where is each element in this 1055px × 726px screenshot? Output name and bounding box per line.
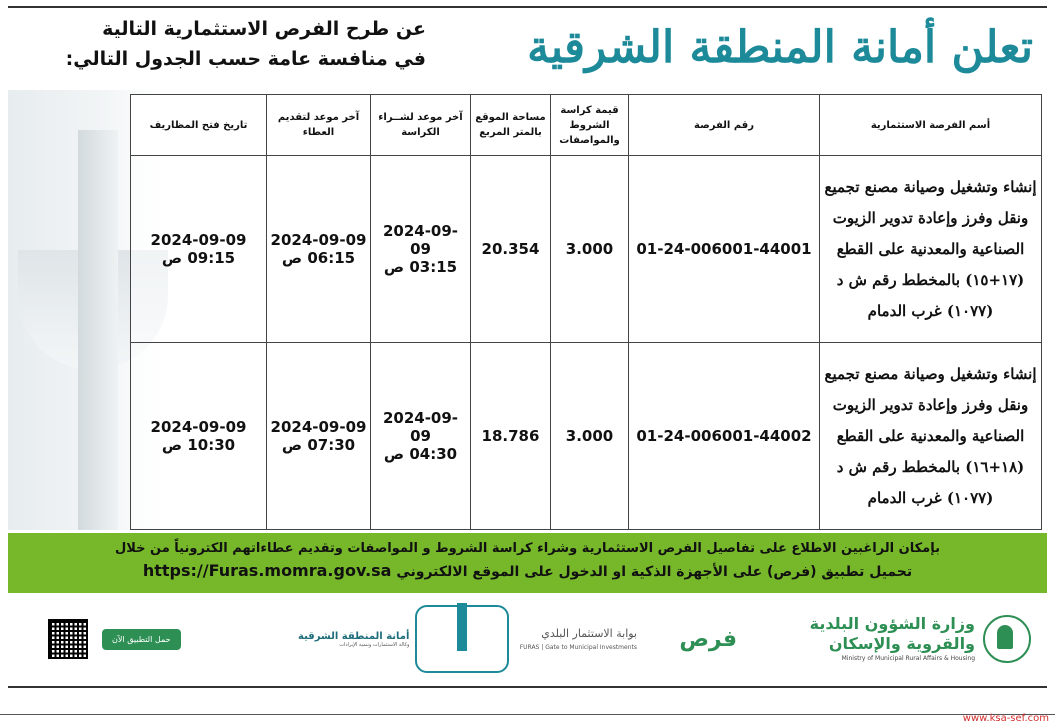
subtitle-line-1: عن طرح الفرص الاستثمارية التالية <box>102 18 426 40</box>
ministry-name-line-1: وزارة الشؤون البلدية <box>809 614 975 633</box>
banner-line-2-text: تحميل تطبيق (فرص) على الأجهزة الذكية او الدخول على الموقع الالكتروني <box>396 564 913 580</box>
date-value: 2024-09-09 <box>382 409 459 445</box>
header-number: رقم الفرصة <box>629 95 820 156</box>
eastern-name-ar: أمانة المنطقة الشرقية <box>298 630 410 642</box>
eastern-sub: وكالة الاستثمارات وتنمية الإيرادات <box>339 641 410 648</box>
time-value: 04:30 ص <box>383 445 458 463</box>
site-area: 20.354 <box>471 156 551 343</box>
app-download <box>48 596 181 682</box>
opening-date <box>131 156 267 343</box>
ministry-name-en: Ministry of Municipal Rural Affairs & Housing <box>841 655 975 662</box>
time-value: 10:30 ص <box>161 436 236 454</box>
date-value: 2024-09-09 <box>270 418 367 436</box>
furas-wordmark: فرص <box>679 626 737 652</box>
time-value: 03:15 ص <box>383 258 458 276</box>
date-value: 2024-09-09 <box>382 222 459 258</box>
page-divider <box>0 714 1055 715</box>
opening-date <box>131 343 267 530</box>
table-row <box>131 156 1042 343</box>
portal-name-ar: بوابة الاستثمار البلدي <box>541 627 637 640</box>
date-value: 2024-09-09 <box>270 231 367 249</box>
header-bid-deadline: آخر موعد لتقديم العطاء <box>267 95 371 156</box>
qr-code-icon[interactable] <box>48 619 88 659</box>
time-value: 06:15 ص <box>281 249 356 267</box>
banner-line-1: بإمكان الراغبين الاطلاع على تفاصيل الفرص الاستثمارية وشراء كراسة الشروط و المواصفات وتقديم عطاءاتهم الكترونياً من خلال <box>114 541 940 556</box>
date-value: 2024-09-09 <box>150 231 247 249</box>
bid-deadline <box>267 156 371 343</box>
info-banner <box>8 533 1047 593</box>
header-booklet-deadline: آخر موعد لشــراء الكراسة <box>371 95 471 156</box>
download-app-button[interactable]: حمل التطبيق الآن <box>102 629 181 650</box>
subtitle-line-2: في منافسة عامة حسب الجدول التالي: <box>65 48 426 70</box>
site-area: 18.786 <box>471 343 551 530</box>
table-row <box>131 343 1042 530</box>
eastern-province-logo <box>298 596 509 682</box>
table-header-row <box>131 95 1042 156</box>
ad-title: تعلن أمانة المنطقة الشرقية <box>527 22 1033 73</box>
booklet-deadline <box>371 156 471 343</box>
saudi-emblem-icon <box>983 615 1031 663</box>
time-value: 09:15 ص <box>161 249 236 267</box>
amanah-emblem-icon <box>415 605 509 673</box>
furas-logo <box>669 596 737 682</box>
source-site: www.ksa-sef.com <box>962 713 1049 724</box>
opportunity-name: إنشاء وتشغيل وصيانة مصنع تجميع ونقل وفرز وإعادة تدوير الزيوت الصناعية والمعدنية على القطع (١٧+١٥) بالمخطط رقم ش د (١٠٧٧) غرب الدمام <box>820 156 1042 343</box>
header-opening: تاريخ فتح المظاريف <box>131 95 267 156</box>
tower-shaft-shape <box>78 130 118 530</box>
opportunities-table <box>130 94 1042 530</box>
ministry-logo <box>810 596 1031 682</box>
booklet-price: 3.000 <box>551 343 629 530</box>
ad-subtitle <box>26 14 426 74</box>
ministry-name-line-2: والقروية والإسكان <box>828 634 975 653</box>
opportunity-number: 01-24-006001-44002 <box>629 343 820 530</box>
header-area: مساحة الموقع بالمتر المربع <box>471 95 551 156</box>
opportunity-number: 01-24-006001-44001 <box>629 156 820 343</box>
bid-deadline <box>267 343 371 530</box>
time-value: 07:30 ص <box>281 436 356 454</box>
header-price: قيمة كراسة الشروط والمواصفات <box>551 95 629 156</box>
booklet-deadline <box>371 343 471 530</box>
header-name: أسم الفرصة الاستثمارية <box>820 95 1042 156</box>
furas-website-link[interactable]: https://Furas.momra.gov.sa <box>142 561 392 580</box>
logos-strip <box>8 596 1047 686</box>
investment-portal-logo <box>520 596 637 682</box>
opportunity-name: إنشاء وتشغيل وصيانة مصنع تجميع ونقل وفرز وإعادة تدوير الزيوت الصناعية والمعدنية على القطع (١٨+١٦) بالمخطط رقم ش د (١٠٧٧) غرب الدمام <box>820 343 1042 530</box>
booklet-price: 3.000 <box>551 156 629 343</box>
banner-line-2 <box>8 560 1047 583</box>
date-value: 2024-09-09 <box>150 418 247 436</box>
portal-name-en: FURAS | Gate to Municipal Investments <box>519 644 637 651</box>
